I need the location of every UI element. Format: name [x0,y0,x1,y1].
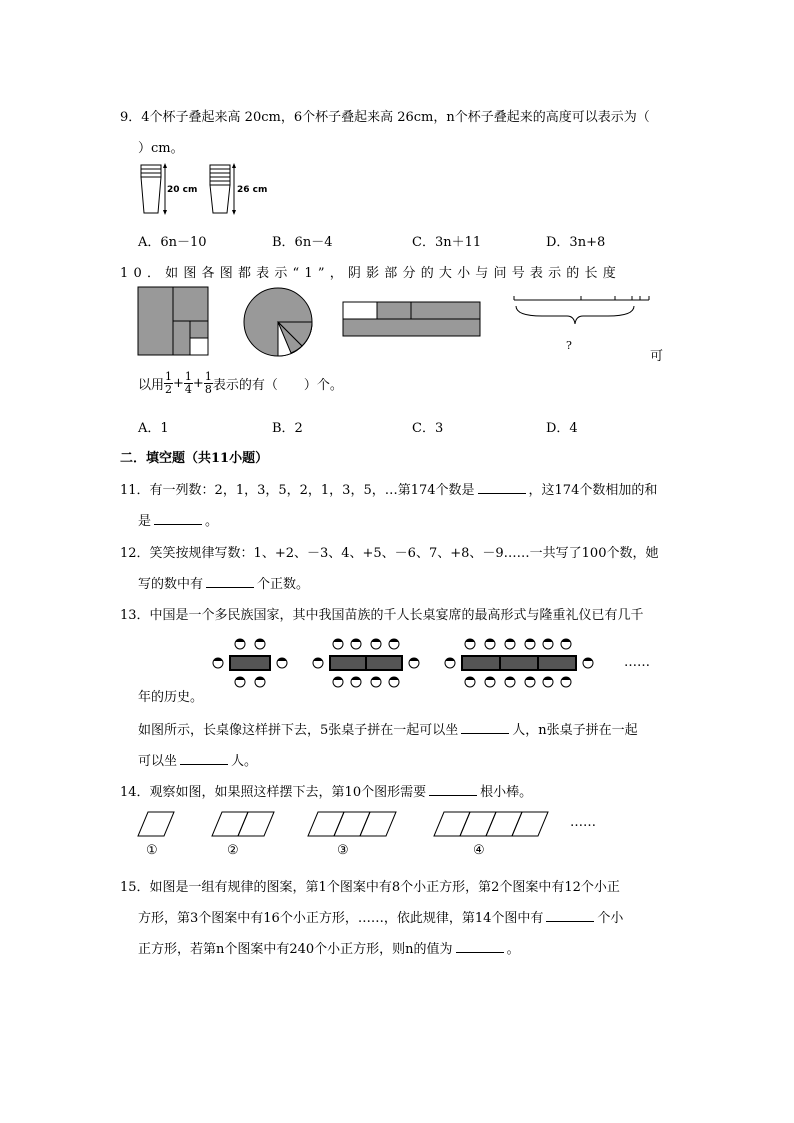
fraction-denominator: 8 [204,383,212,396]
q15-line1: 15．如图是一组有规律的图案，第1个图案中有8个小正方形，第2个图案中有12个小正 [120,880,620,895]
fraction-numerator: 1 [184,370,192,383]
q10-option-a: A．1 [138,421,169,436]
q11-line2-text-b: 。 [205,514,219,529]
q10-option-d: D．4 [546,421,578,436]
q13-line2: 年的历史。 [138,690,204,705]
q12-line1: 12．笑笑按规律写数：1、+2、－3、4、+5、－6、7、+8、－9……一共写了100个数，她 [120,546,659,561]
q14-label-4: ④ [473,843,485,858]
q12-line2-text-a: 写的数中有 [138,577,204,592]
q11-answer-blank-2[interactable] [154,512,202,525]
q11-line1 [120,479,657,498]
q10-question-mark: ? [566,339,572,352]
q11-line2-text-a: 是 [138,514,152,529]
q10-stem-line2-suffix: 表示的有（ ）个。 [212,378,343,393]
q13-tables-figure [210,634,630,694]
q14-label-3: ③ [337,843,349,858]
q11-answer-blank-1[interactable] [478,481,526,494]
q11-line2 [138,510,218,529]
q14-parallelograms-figure [138,810,558,840]
q13-line3 [138,719,638,738]
q13-line1: 13．中国是一个多民族国家，其中我国苗族的千人长桌宴席的最高形式与隆重礼仪已有几千 [120,608,644,623]
q13-line4-text-b: 人。 [231,754,258,769]
q10-option-c: C．3 [412,421,444,436]
q14-line1-text-b: 根小棒。 [480,785,533,800]
q15-line2-text-a: 方形，第3个图案中有16个小正方形，……，依此规律，第14个图中有 [138,911,544,926]
q15-line3-text-b: 。 [506,942,520,957]
q13-answer-blank-1[interactable] [461,721,509,734]
q10-figure-bar [343,302,483,338]
q12-line2-text-b: 个正数。 [257,577,310,592]
q11-line1-text-b: ，这174个数相加的和 [528,483,658,498]
q11-line1-text-a: 11．有一列数：2，1，3，5，2，1，3，5，…第174个数是 [120,483,475,498]
q10-fraction-eighth [204,371,213,396]
q12-line2 [138,573,309,592]
q14-line1 [120,781,532,800]
q9-option-c: C．3n＋11 [412,235,482,250]
q14-line1-text-a: 14．观察如图，如果照这样摆下去，第10个图形需要 [120,785,427,800]
q9-option-a: A．6n－10 [138,235,207,250]
q10-option-b: B．2 [272,421,303,436]
q10-stem-line2 [138,371,343,396]
fraction-numerator: 1 [165,370,173,383]
fraction-denominator: 2 [165,383,173,396]
q15-line3 [138,938,520,957]
q13-answer-blank-2[interactable] [180,752,228,765]
q10-figure-squares [138,287,210,357]
q15-answer-blank-2[interactable] [456,940,504,953]
q9-option-b: B．6n－4 [272,235,333,250]
q9-label-20cm: 20 cm [167,185,198,195]
q10-fraction-quarter [184,371,193,396]
q10-stem-line1: 10．如图各图都表示“1”，阴影部分的大小与问号表示的长度 [120,266,621,281]
q13-table-group-3 [445,639,593,687]
q13-table-group-2 [313,639,419,687]
q10-fraction-half [164,371,173,396]
q10-trailing-char: 可 [650,349,664,364]
q15-line2-text-b: 个小 [597,911,624,926]
q14-label-1: ① [146,843,158,858]
q13-line4 [138,750,257,769]
q14-label-2: ② [227,843,239,858]
q15-line3-text-a: 正方形，若第n个图案中有240个小正方形，则n的值为 [138,942,453,957]
q9-option-d: D．3n+8 [546,235,606,250]
q13-line4-text-a: 可以坐 [138,754,178,769]
q13-table-group-1 [213,639,287,687]
q9-stem-line1: 9．4个杯子叠起来高 20cm，6个杯子叠起来高 26cm，n个杯子叠起来的高度可以表示为（ [120,110,650,125]
q13-line3-text-b: 人，n张桌子拼在一起 [512,723,638,738]
q14-answer-blank[interactable] [429,783,477,796]
q9-label-26cm: 26 cm [237,185,268,195]
q13-ellipsis: …… [624,655,650,670]
plus-sign: + [173,376,184,391]
q12-answer-blank[interactable] [206,575,254,588]
fraction-denominator: 4 [184,383,192,396]
q14-ellipsis: …… [570,815,596,830]
q15-line2 [138,907,623,926]
q13-line3-text-a: 如图所示，长桌像这样拼下去，5张桌子拼在一起可以坐 [138,723,459,738]
plus-sign: + [192,376,204,391]
q9-stem-line2: ）cm。 [138,141,184,156]
q10-stem-line2-prefix: 以用 [138,378,165,393]
fraction-numerator: 1 [204,370,212,383]
q15-answer-blank-1[interactable] [546,909,594,922]
section-title: 二．填空题（共11小题） [120,451,269,466]
q10-figure-line [512,292,652,342]
q10-figure-pie [243,287,315,359]
